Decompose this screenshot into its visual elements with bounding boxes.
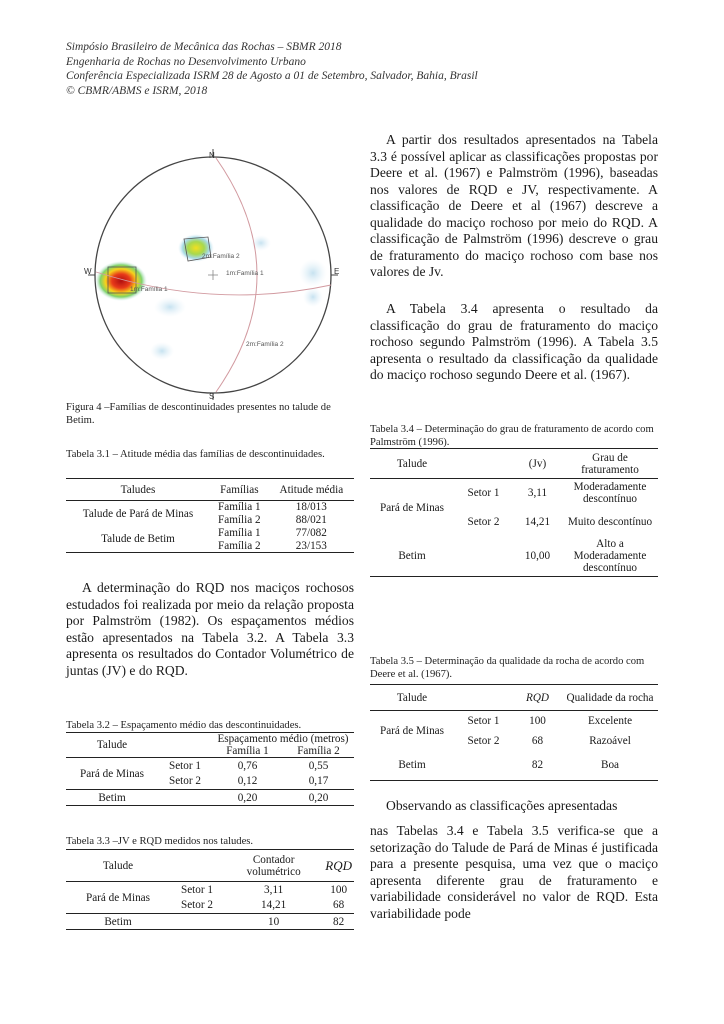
t34-cell: 14,21 <box>524 516 551 528</box>
t35-cell: 100 <box>529 714 546 727</box>
family-2-plane-label: 2m:Família 2 <box>246 341 284 348</box>
t35-cell: Excelente <box>587 714 633 727</box>
table-3-2-caption: Tabela 3.2 – Espaçamento médio das descontinuidades. <box>66 720 302 731</box>
t33-cell: Setor 1 <box>180 883 213 896</box>
t35-betim: Betim <box>398 759 426 772</box>
header-line-3: Conferência Especializada ISRM 28 de Agosto a 01 de Setembro, Salvador, Bahia, Brasil <box>66 70 478 83</box>
t33-cell: 68 <box>333 899 345 912</box>
t35-header-talude: Talude <box>396 691 428 704</box>
t32-header-talude: Talude <box>96 739 128 751</box>
east-label: E <box>334 267 340 276</box>
t31-header-familias: Famílias <box>220 483 259 496</box>
t35-header-qualidade: Qualidade da rocha <box>566 691 654 704</box>
t32-header-f1: Família 1 <box>226 745 269 757</box>
t33-betim: Betim <box>104 915 132 928</box>
t33-header-talude: Talude <box>102 859 134 872</box>
t34-betim: Betim <box>398 550 426 563</box>
header-line-2: Engenharia de Rochas no Desenvolvimento Urbano <box>66 55 306 68</box>
conference-header <box>66 40 478 98</box>
header-line-4: © CBMR/ABMS e ISRM, 2018 <box>66 84 208 97</box>
right-paragraph-3a-text: Observando as classificações apresentadas <box>386 798 618 813</box>
stereonet-figure <box>66 145 354 400</box>
table-3-1 <box>66 478 354 553</box>
t32-cell: 0,12 <box>237 775 258 788</box>
left-paragraph <box>66 580 354 679</box>
t31-cell: Família 2 <box>218 539 261 552</box>
family-1-pole-label: 1m:Família 1 <box>130 286 168 293</box>
table-3-4-caption: Tabela 3.4 – Determinação do grau de fraturamento de acordo com Palmström (1996). <box>370 424 654 448</box>
left-paragraph-text: A determinação do RQD nos maciços rochosos estudados foi realizada por meio da relação proposta por Palmström (1982). Os espaçamentos médios estão apresentados na Tabela 3.2. A Tabela 3.3 apresenta os resultados do Contador Volumétrico de juntas (JV) e do RQD. <box>66 580 354 678</box>
t31-cell: 18/013 <box>295 501 327 514</box>
t32-betim: Betim <box>98 791 126 804</box>
t31-cell: 77/082 <box>295 527 327 539</box>
t35-cell: 82 <box>531 759 544 772</box>
table-3-1-caption: Tabela 3.1 – Atitude média das famílias de descontinuidades. <box>66 449 325 460</box>
t35-cell: Razoável <box>589 734 631 747</box>
t31-cell: Família 2 <box>218 514 261 526</box>
t35-header-rqd: RQD <box>526 691 549 704</box>
south-label: S <box>209 392 215 400</box>
t32-cell: Setor 2 <box>168 775 201 788</box>
t34-para: Pará de Minas <box>379 501 444 514</box>
t35-cell: Setor 1 <box>467 714 500 727</box>
t31-row-para: Talude de Pará de Minas <box>82 507 194 520</box>
t33-para: Pará de Minas <box>85 891 150 904</box>
table-3-5 <box>370 684 658 781</box>
t32-cell: 0,20 <box>308 791 329 804</box>
t33-cell: 10 <box>268 915 280 928</box>
west-label: W <box>84 267 92 276</box>
family-1-plane-label: 1m:Família 1 <box>226 270 264 277</box>
t31-header-atitude: Atitude média <box>279 483 344 496</box>
t34-header-jv: (Jv) <box>528 457 547 470</box>
t32-cell: Setor 1 <box>168 759 201 772</box>
figure-caption: Figura 4 –Famílias de descontinuidades presentes no talude de Betim. <box>66 402 331 426</box>
t34-cell: 3,11 <box>527 487 548 500</box>
t31-row-betim: Talude de Betim <box>101 533 175 546</box>
stereonet-plot <box>66 145 354 400</box>
right-paragraph-1-text: A partir dos resultados apresentados na Tabela 3.3 é possível aplicar as classificações propostas por Deere et al. (1967) e Palmström (1996), baseadas nos valores de RQD e JV, respectivamente. A classificação de Deere et al (1967) descreve a qualidade do maciço rochoso por meio do RQD. A classificação de Palmström (1996) descreve o grau de fraturamento do maciço rochoso com base nos valores de Jv. <box>370 132 658 279</box>
t35-cell: 68 <box>531 734 544 747</box>
t32-cell: 0,17 <box>308 775 329 788</box>
t34-cell: Moderadamente descontínuo <box>573 481 647 506</box>
t32-cell: 0,55 <box>308 759 329 772</box>
t33-cell: 3,11 <box>264 883 284 896</box>
t35-para: Pará de Minas <box>379 724 444 737</box>
table-3-2 <box>66 732 354 806</box>
right-paragraph-2-text: A Tabela 3.4 apresenta o resultado da classificação do grau de fraturamento do maciço rochoso segundo Palmström (1996). A Tabela 3.5 apresenta o resultado da classificação da qualidade do maciço rochoso segundo Deere et al. (1967). <box>370 301 658 382</box>
right-paragraph-1 <box>370 132 658 281</box>
right-paragraph-2 <box>370 301 658 384</box>
header-line-1: Simpósio Brasileiro de Mecânica das Rochas – SBMR 2018 <box>66 41 342 53</box>
t34-cell: Setor 2 <box>467 516 500 528</box>
right-paragraph-3: nas Tabelas 3.4 e Tabela 3.5 verifica-se que a setorização do Talude de Pará de Minas é justificada para a presente pesquisa, uma vez que o maciço apresenta diferente grau de fraturamento e variabilidade considerável no valor de RQD. Esta variabilidade pode <box>370 823 658 921</box>
t34-cell: Alto a Moderadamente descontínuo <box>573 538 647 575</box>
t33-cell: 14,21 <box>261 899 287 912</box>
north-label: N <box>209 151 215 160</box>
t32-cell: 0,76 <box>237 759 258 772</box>
t34-cell: 10,00 <box>524 550 551 563</box>
t31-cell: Família 1 <box>218 527 261 539</box>
t33-cell: Setor 2 <box>180 899 213 912</box>
family-2-pole-label: 2m:Família 2 <box>202 253 240 260</box>
t33-cell: 82 <box>333 915 345 928</box>
table-3-3 <box>66 849 354 930</box>
t31-cell: 88/021 <box>295 514 327 526</box>
t34-header-grau: Grau de fraturamento <box>581 451 639 476</box>
t31-cell: 23/153 <box>295 539 327 552</box>
t32-header-group: Espaçamento médio (metros) <box>217 733 349 745</box>
t35-cell: Boa <box>600 759 620 772</box>
t32-header-f2: Família 2 <box>297 745 340 757</box>
t33-header-rqd: RQD <box>325 857 352 873</box>
table-3-3-caption: Tabela 3.3 –JV e RQD medidos nos taludes. <box>66 836 254 847</box>
t31-header-taludes: Taludes <box>120 483 156 496</box>
t32-para: Pará de Minas <box>79 767 144 780</box>
t33-cell: 100 <box>330 883 348 896</box>
t32-cell: 0,20 <box>237 791 258 804</box>
table-3-4 <box>370 448 658 577</box>
t34-header-talude: Talude <box>396 457 428 470</box>
table-3-5-caption: Tabela 3.5 – Determinação da qualidade da rocha de acordo com Deere et al. (1967). <box>370 656 645 680</box>
t35-cell: Setor 2 <box>467 734 500 747</box>
t34-cell: Muito descontínuo <box>567 516 653 528</box>
right-paragraph-3-start <box>370 798 658 815</box>
t33-header-contador: Contador volumétrico <box>246 853 301 878</box>
t31-cell: Família 1 <box>218 501 261 514</box>
t34-cell: Setor 1 <box>467 487 500 500</box>
